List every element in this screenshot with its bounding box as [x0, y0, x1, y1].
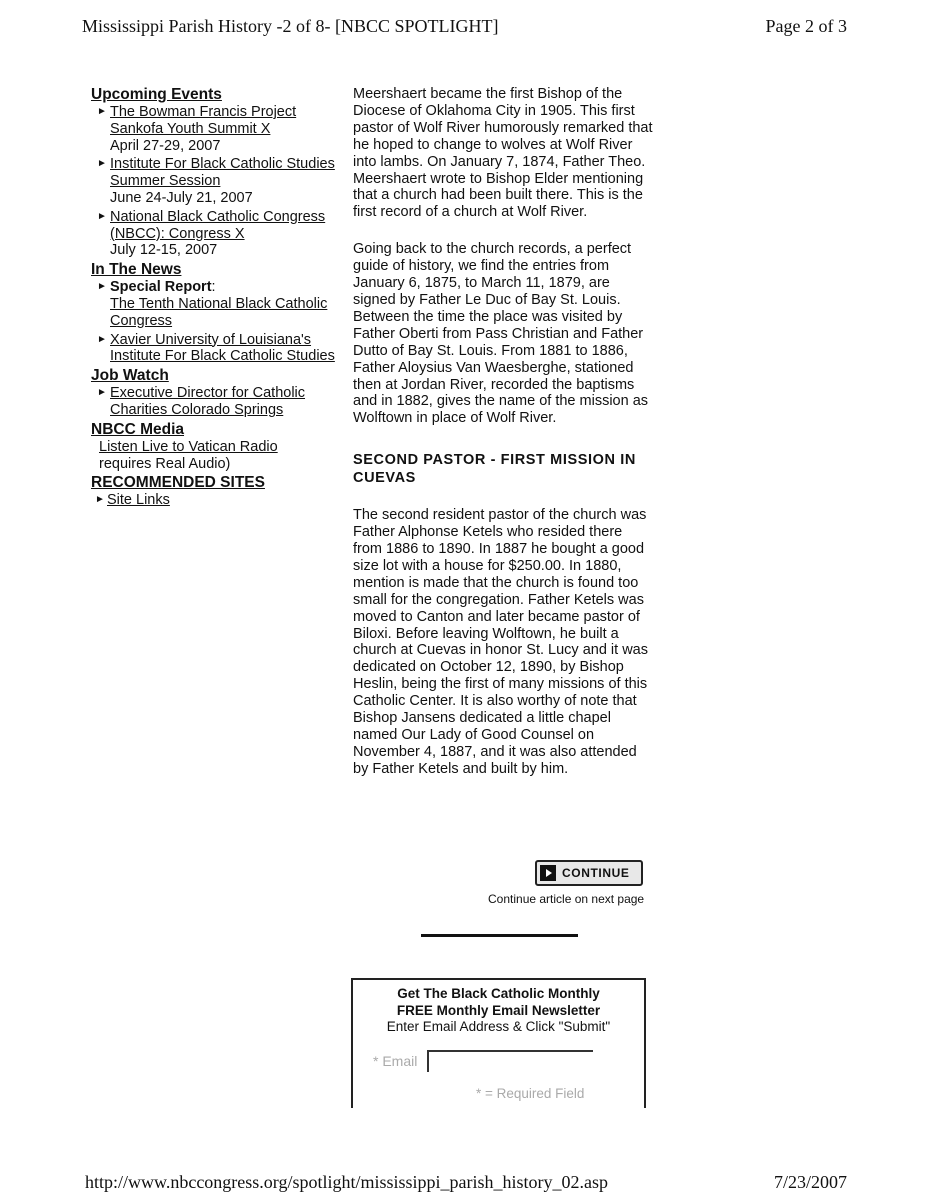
newsletter-subtitle: FREE Monthly Email Newsletter [396, 1002, 601, 1018]
news-item [91, 279, 351, 329]
newsletter-instructions: Enter Email Address & Click "Submit" [386, 1019, 611, 1034]
arrow-bullet-icon: ► [97, 281, 107, 293]
news-item [91, 332, 351, 366]
article-subheading: SECOND PASTOR - FIRST MISSION IN CUEVAS [353, 452, 636, 487]
article-paragraph: The second resident pastor of the church was Father Alphonse Ketels who resided there from 1886 to 1890. In 1887 he bought a good size lot with a house for $250.00. In 1880, mention is made that the church is found too small for the congregation. Father Ketels was moved to Canton and later became pastor of Biloxi. Before leaving Wolftown, he built a church at Cuevas in honor St. Lucy and it was dedicated on October 12, 1890, by Bishop Heslin, being the first of many missions of this Catholic Center. It is also worthy of note that Bishop Jansens dedicated a little chapel named Our Lady of Good Counsel on November 4, 1887, and it was also attended by Father Ketels and built by him. [353, 507, 648, 777]
job-link[interactable]: Executive Director for Catholic Charities Colorado Springs [110, 385, 306, 418]
email-input[interactable] [427, 1050, 593, 1072]
article-paragraph: Meershaert became the first Bishop of the Diocese of Oklahoma City in 1905. This first pastor of Wolf River humorously remarked that he hoped to change to wolves at Wolf River into lambs. On January 7, 1874, Father Theo. Meershaert wrote to Bishop Elder mentioning that a church had been built there. This is the first record of a church at Wolf River. [353, 86, 653, 221]
special-report-label: Special Report [110, 279, 212, 296]
article-body [353, 86, 653, 778]
event-date: July 12-15, 2007 [110, 242, 218, 259]
event-link[interactable]: Institute For Black Catholic Studies Summer Session [110, 156, 335, 190]
play-arrow-icon [540, 865, 556, 881]
newsletter-signup-box [351, 978, 646, 1108]
job-item [91, 385, 351, 419]
heading-recommended-sites[interactable]: RECOMMENDED SITES [91, 474, 265, 492]
article-paragraph: Going back to the church records, a perfect guide of history, we find the entries from January 6, 1875, to March 11, 1879, are signed by Father Le Duc of Bay St. Louis. Between the time the place was visited by Father Oberti from Pass Christian and Father Dutto of Bay St. Louis. From 1881 to 1886, Father Aloysius Van Waesberghe, stationed then at Jordan River, recorded the baptisms and in 1882, gives the name of the mission as Wolftown in place of Wolf River. [353, 241, 649, 427]
page-number: Page 2 of 3 [765, 16, 847, 36]
footer-url: http://www.nbccongress.org/spotlight/mississippi_parish_history_02.asp [85, 1172, 608, 1192]
arrow-bullet-icon: ► [97, 210, 107, 222]
newsletter-title: Get The Black Catholic Monthly [397, 986, 600, 1001]
news-link[interactable]: Xavier University of Louisiana's Institute For Black Catholic Studies [110, 331, 335, 365]
divider [421, 934, 578, 937]
event-item [91, 209, 351, 259]
arrow-bullet-icon: ► [97, 333, 107, 345]
heading-upcoming-events[interactable]: Upcoming Events [91, 86, 222, 103]
media-item [91, 439, 351, 473]
event-link[interactable]: The Bowman Francis Project Sankofa Youth Summit X [110, 104, 297, 137]
email-label: * Email [373, 1053, 418, 1069]
news-link[interactable]: The Tenth National Black Catholic Congress [110, 295, 328, 329]
event-date: June 24-July 21, 2007 [110, 189, 253, 206]
event-item [91, 156, 351, 206]
special-report-colon: : [211, 279, 216, 296]
sidebar [91, 86, 351, 511]
email-row [373, 1050, 593, 1072]
sites-item [91, 492, 351, 509]
heading-in-the-news[interactable]: In The News [91, 261, 182, 279]
required-field-note: * = Required Field [476, 1086, 585, 1101]
continue-note: Continue article on next page [488, 892, 645, 906]
continue-button-label: CONTINUE [562, 866, 630, 880]
vatican-radio-link[interactable]: Listen Live to Vatican Radio [99, 438, 278, 455]
page-header-title: Mississippi Parish History -2 of 8- [NBCC SPOTLIGHT] [82, 16, 499, 36]
heading-nbcc-media[interactable]: NBCC Media [91, 420, 185, 438]
arrow-bullet-icon: ► [95, 494, 105, 506]
media-note: requires Real Audio) [99, 455, 231, 472]
event-link[interactable]: National Black Catholic Congress (NBCC): Congress X [110, 208, 326, 242]
arrow-bullet-icon: ► [97, 158, 107, 170]
arrow-bullet-icon: ► [97, 106, 107, 117]
footer-date: 7/23/2007 [773, 1172, 847, 1192]
heading-job-watch[interactable]: Job Watch [91, 367, 169, 385]
event-item [91, 104, 351, 154]
event-date: April 27-29, 2007 [110, 137, 221, 154]
continue-button[interactable] [535, 860, 643, 886]
site-links-link[interactable]: Site Links [107, 492, 170, 509]
arrow-bullet-icon: ► [97, 387, 107, 399]
